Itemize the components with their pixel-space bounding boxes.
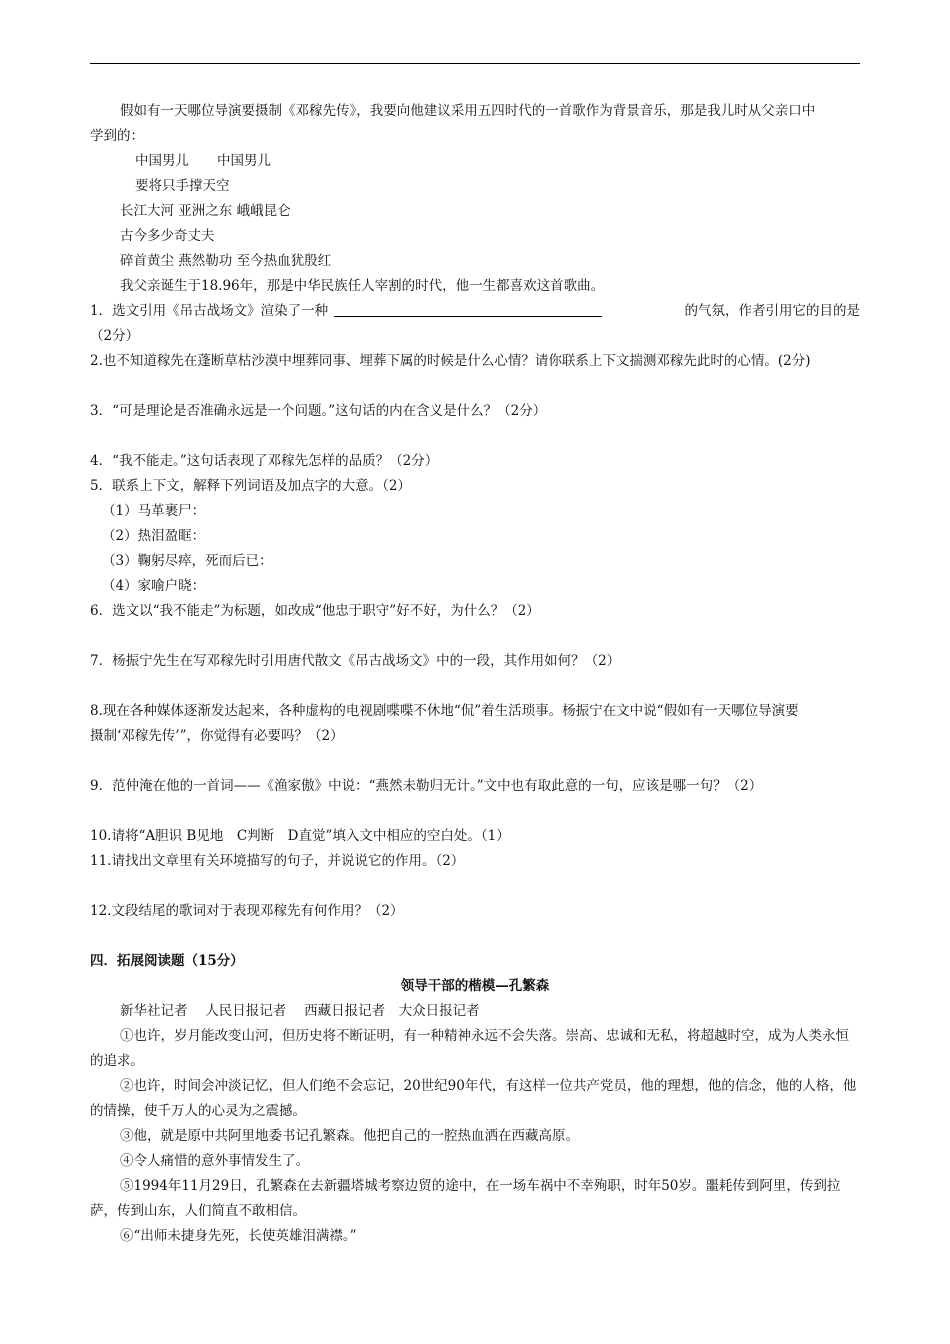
question-text: 1．选文引用《吊古战场文》渲染了一种 [90,303,329,319]
question-5-item: （2）热泪盈眶： [102,528,206,544]
question-5-item: （1）马革裹尸： [102,503,206,519]
question-5: 5．联系上下文，解释下列词语及加点字的大意。（2） [90,478,411,494]
question-8: 8.现在各种媒体逐渐发达起来，各种虚构的电视剧喋喋不休地“侃”着生活琐事。杨振宁在文中说“假如有一天哪位导演要 [90,703,799,719]
intro-paragraph-line: 学到的： [90,128,144,144]
article-paragraph-line: 萨，传到山东，人们简直不敢相信。 [90,1203,306,1219]
question-12: 12.文段结尾的歌词对于表现邓稼先有何作用？（2） [90,903,404,919]
question-8-cont: 摄制‘邓稼先传’”，你觉得有必要吗？（2） [90,728,344,744]
song-line: 古今多少奇丈夫 [120,228,215,244]
question-9: 9．范仲淹在他的一首词——《渔家傲》中说：“燕然未勒归无计。”文中也有取此意的一句，应该是哪一句？（2） [90,778,763,794]
article-paragraph-line: ②也许，时间会冲淡记忆，但人们绝不会忘记，20世纪90年代，有这样一位共产党员，他的理想，他的信念，他的人格，他 [120,1078,857,1094]
song-phrase: 中国男儿 [217,153,271,169]
answer-blank[interactable] [334,302,602,317]
question-2: 2.也不知道稼先在蓬断草枯沙漠中埋葬同事、埋葬下属的时候是什么心情？请你联系上下文揣测邓稼先此时的心情。(2分) [90,353,811,369]
question-1 [90,301,860,321]
song-phrase: 中国男儿 [135,153,189,169]
question-4: 4．“我不能走。”这句话表现了邓稼先怎样的品质？（2分） [90,453,439,469]
article-paragraph-line: ⑥“出师未捷身先死，长使英雄泪满襟。” [120,1228,357,1244]
article-paragraph-line: ④令人痛惜的意外事情发生了。 [120,1153,309,1169]
closing-sentence: 我父亲诞生于18.96年，那是中华民族任人宰割的时代，他一生都喜欢这首歌曲。 [120,278,605,294]
question-text: 的气氛，作者引用它的目的是 [684,303,860,319]
header-rule [90,63,860,64]
section-heading: 四．拓展阅读题（15分） [90,953,244,969]
article-paragraph-line: ⑤1994年11月29日，孔繁森在去新疆塔城考察边贸的途中，在一场车祸中不幸殉职，时年50岁。噩耗传到阿里，传到拉 [120,1178,841,1194]
song-line: 要将只手撑天空 [135,178,230,194]
article-paragraph-line: 的追求。 [90,1053,144,1069]
question-10: 10.请将“A胆识 B见地 C判断 D直觉”填入文中相应的空白处。（1） [90,828,510,844]
question-1-points: （2分） [90,328,140,344]
article-paragraph-line: ①也许，岁月能改变山河，但历史将不断证明，有一种精神永远不会失落。崇高、忠诚和无私，将超越时空，成为人类永恒 [120,1028,849,1044]
question-11: 11.请找出文章里有关环境描写的句子，并说说它的作用。（2） [90,853,465,869]
article-paragraph-line: 的情操，使千万人的心灵为之震撼。 [90,1103,306,1119]
song-line: 碎首黄尘 燕然勒功 至今热血犹殷红 [120,253,332,269]
question-5-item: （4）家喻户晓： [102,578,206,594]
question-3: 3．“可是理论是否准确永远是一个问题。”这句话的内在含义是什么？（2分） [90,403,547,419]
article-paragraph-line: ③他，就是原中共阿里地委书记孔繁森。他把自己的一腔热血洒在西藏高原。 [120,1128,579,1144]
article-byline: 新华社记者 人民日报记者 西藏日报记者 大众日报记者 [120,1003,480,1019]
intro-paragraph-line: 假如有一天哪位导演要摄制《邓稼先传》，我要向他建议采用五四时代的一首歌作为背景音乐，那是我儿时从父亲口中 [120,103,816,119]
question-7: 7．杨振宁先生在写邓稼先时引用唐代散文《吊古战场文》中的一段，其作用如何？（2） [90,653,621,669]
article-title: 领导干部的楷模—孔繁森 [400,978,550,994]
song-line: 长江大河 亚洲之东 峨峨昆仑 [120,203,291,219]
song-line [90,151,860,171]
question-5-item: （3）鞠躬尽瘁，死而后已： [102,553,273,569]
question-6: 6．选文以“我不能走”为标题，如改成“他忠于职守”好不好，为什么？（2） [90,603,540,619]
